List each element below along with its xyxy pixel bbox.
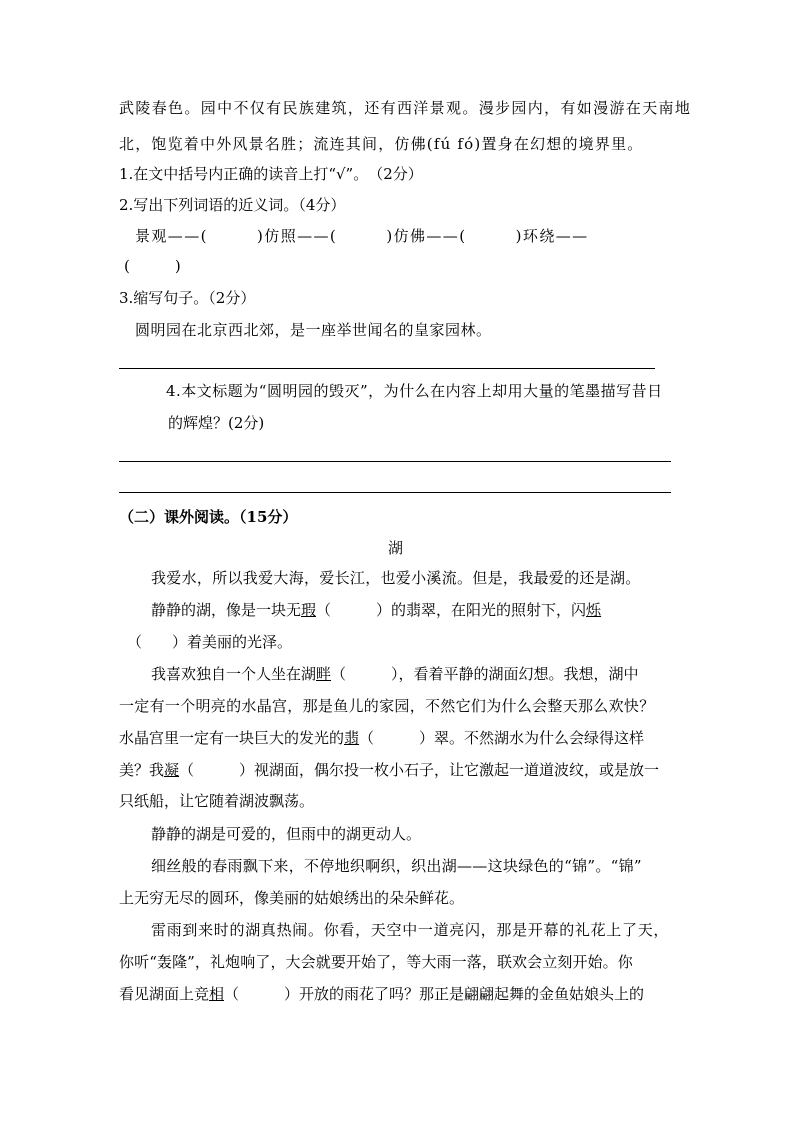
passage-line: 一定有一个明亮的水晶宫，那是鱼儿的家园，不然它们为什么会整天那么欢快？ (119, 697, 655, 715)
passage-line: 静静的湖是可爱的，但雨中的湖更动人。 (151, 825, 422, 843)
question-2: 2.写出下列词语的近义词。（4分） (119, 196, 346, 214)
passage-line: 我爱水，所以我爱大海，爱长江，也爱小溪流。但是，我最爱的还是湖。 (151, 569, 641, 587)
passage-line: 武陵春色。园中不仅有民族建筑，还有西洋景观。漫步园内，有如漫游在天南地 (119, 99, 692, 117)
passage-line: 细丝般的春雨飘下来，不停地织啊织，织出湖——这块绿色的“锦”。“锦” (151, 857, 642, 875)
target-character: 烁 (586, 601, 602, 619)
answer-line[interactable] (119, 368, 655, 369)
target-character: 相 (209, 985, 225, 1003)
target-character: 翡 (344, 729, 360, 747)
section-heading: （二）课外阅读。（15分） (119, 508, 298, 526)
question-4-cont: 的辉煌？(2分) (168, 414, 265, 432)
question-2-items: 景观——( )仿照——( )仿佛——( )环绕—— (135, 227, 589, 245)
passage-line: 水晶宫里一定有一块巨大的发光的翡（ ）翠。不然湖水为什么会绿得这样 (119, 729, 645, 747)
passage-line: 静静的湖，像是一块无瑕（ ）的翡翠，在阳光的照射下，闪烁 (151, 601, 602, 619)
passage-line: 美？我凝（ ）视湖面，偶尔投一枚小石子，让它激起一道道波纹，或是放一 (119, 761, 660, 779)
passage-line: 上无穷无尽的圆环，像美丽的姑娘绣出的朵朵鲜花。 (119, 889, 465, 907)
answer-line[interactable] (119, 461, 671, 462)
question-1: 1.在文中括号内正确的读音上打“√”。 （2分） (119, 165, 423, 183)
passage-line: 北，饱览着中外风景名胜；流连其间，仿佛(fú fó)置身在幻想的境界里。 (119, 135, 644, 153)
target-character: 凝 (164, 761, 180, 779)
passage-line: （ ）着美丽的光泽。 (127, 633, 293, 651)
question-3: 3.缩写句子。（2分） (119, 289, 256, 307)
passage-line: 你听“轰隆”，礼炮响了，大会就要开始了，等大雨一落，联欢会立刻开始。你 (119, 953, 633, 971)
passage-line: 雷雨到来时的湖真热闹。你看，天空中一道亮闪，那是开幕的礼花上了天， (151, 921, 670, 939)
passage-line: 我喜欢独自一个人坐在湖畔（ ），看着平静的湖面幻想。我想，湖中 (151, 665, 639, 683)
target-character: 瑕 (301, 601, 317, 619)
answer-line[interactable] (119, 492, 671, 493)
question-2-items-cont: ( ) (124, 257, 181, 275)
target-character: 畔 (316, 665, 332, 683)
passage-title: 湖 (388, 539, 404, 557)
passage-line: 看见湖面上竞相（ ）开放的雨花了吗？那正是翩翩起舞的金鱼姑娘头上的 (119, 985, 645, 1003)
question-4: 4.本文标题为“圆明园的毁灭”，为什么在内容上却用大量的笔墨描写昔日 (166, 382, 663, 400)
question-3-sentence: 圆明园在北京西北郊，是一座举世闻名的皇家园林。 (135, 321, 492, 339)
passage-line: 只纸船，让它随着湖波飘荡。 (119, 792, 315, 810)
